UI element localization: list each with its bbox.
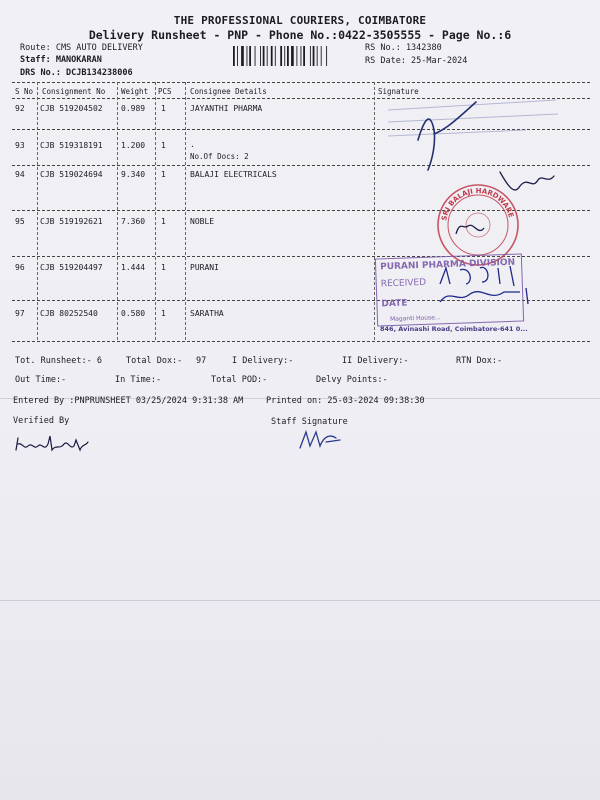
barcode-bar bbox=[280, 46, 282, 66]
col-header-pcs: PCS bbox=[158, 87, 172, 96]
rs-date: RS Date: 25-Mar-2024 bbox=[365, 56, 468, 66]
total-pod: Total POD:- bbox=[211, 375, 268, 385]
row-pcs: 1 bbox=[161, 170, 166, 179]
row-note: No.Of Docs: 2 bbox=[190, 152, 249, 161]
total-dox-value: 97 bbox=[196, 356, 207, 366]
row-weight: 9.340 bbox=[121, 170, 146, 179]
row-consignee: JAYANTHI PHARMA bbox=[190, 104, 263, 113]
barcode-bar bbox=[233, 46, 235, 66]
row-consignee: PURANI bbox=[190, 263, 219, 272]
row-consignment: CJB 519318191 bbox=[40, 141, 103, 150]
row-weight: 0.989 bbox=[121, 104, 146, 113]
col-header-weight: Weight bbox=[121, 87, 149, 96]
barcode-bar bbox=[317, 46, 318, 66]
barcode-bar bbox=[321, 46, 322, 66]
col-header-consignee: Consignee Details bbox=[190, 87, 267, 96]
rtn-dox: RTN Dox:- bbox=[456, 356, 503, 366]
route-label: Route: CMS AUTO DELIVERY bbox=[20, 43, 143, 53]
barcode-bar bbox=[275, 46, 276, 66]
row-weight: 1.444 bbox=[121, 263, 146, 272]
barcode-bar bbox=[237, 46, 238, 66]
barcode-bar bbox=[310, 46, 311, 66]
barcode-bar bbox=[326, 46, 327, 66]
row-sno: 95 bbox=[15, 217, 25, 226]
balaji-stamp-text: SRI BALAJI HARDWARE bbox=[440, 186, 516, 222]
col-header-sno: S No bbox=[15, 87, 34, 96]
ii-delivery: II Delivery:- bbox=[342, 356, 409, 366]
row-consignee: SARATHA bbox=[190, 309, 224, 318]
column-divider bbox=[374, 82, 375, 340]
barcode-bar bbox=[284, 46, 285, 66]
table-bottom-border bbox=[12, 341, 590, 342]
verifier-signature bbox=[14, 432, 94, 458]
staff-signature bbox=[296, 426, 346, 456]
barcode-bar bbox=[267, 46, 268, 66]
total-dox-label: Total Dox:- bbox=[126, 356, 183, 366]
barcode-bar bbox=[263, 46, 265, 66]
row-sno: 94 bbox=[15, 170, 25, 179]
row-consignment: CJB 80252540 bbox=[40, 309, 98, 318]
verified-by-label: Verified By bbox=[13, 416, 70, 426]
barcode-bar bbox=[271, 46, 273, 66]
row-consignee: . bbox=[190, 140, 195, 149]
row-weight: 1.200 bbox=[121, 141, 146, 150]
delivery-points: Delvy Points:- bbox=[316, 375, 388, 385]
row-sno: 93 bbox=[15, 141, 25, 150]
purani-handwriting bbox=[430, 258, 560, 308]
fold-line bbox=[0, 600, 600, 601]
row-consignment: CJB 519192621 bbox=[40, 217, 103, 226]
i-delivery: I Delivery:- bbox=[232, 356, 294, 366]
barcode-bar bbox=[301, 46, 302, 66]
col-header-consignment: Consignment No bbox=[42, 87, 106, 96]
row-consignment: CJB 519204502 bbox=[40, 104, 103, 113]
drs-number: DRS No.: DCJB134238006 bbox=[20, 68, 133, 78]
row-sno: 96 bbox=[15, 263, 25, 272]
row-consignee: BALAJI ELECTRICALS bbox=[190, 170, 277, 179]
row-consignment: CJB 519024694 bbox=[40, 170, 103, 179]
col-header-signature: Signature bbox=[378, 87, 419, 96]
company-title: THE PROFESSIONAL COURIERS, COIMBATORE bbox=[173, 14, 427, 27]
barcode-bar bbox=[255, 46, 256, 66]
purani-stamp-address1: Maganti House... bbox=[389, 314, 441, 323]
row-sno: 92 bbox=[15, 104, 25, 113]
row-weight: 7.360 bbox=[121, 217, 146, 226]
purani-stamp-address2: 846, Avinashi Road, Coimbatore-641 0... bbox=[380, 325, 528, 333]
staff-label: Staff: MANOKARAN bbox=[20, 55, 102, 65]
row-pcs: 1 bbox=[161, 217, 166, 226]
row-weight: 0.580 bbox=[121, 309, 146, 318]
row-consignee: NOBLE bbox=[190, 217, 215, 226]
row-consignment: CJB 519204497 bbox=[40, 263, 103, 272]
printed-on: Printed on: 25-03-2024 09:38:30 bbox=[266, 396, 425, 406]
row-pcs: 1 bbox=[161, 141, 166, 150]
entered-by: Entered By :PNPRUNSHEET 03/25/2024 9:31:38 AM bbox=[13, 396, 244, 406]
column-divider bbox=[117, 82, 118, 340]
barcode-bar bbox=[249, 46, 251, 66]
row-pcs: 1 bbox=[161, 309, 166, 318]
row-pcs: 1 bbox=[161, 263, 166, 272]
barcode-bar bbox=[287, 46, 289, 66]
barcode-bar bbox=[296, 46, 297, 66]
rs-number: RS No.: 1342380 bbox=[365, 43, 442, 53]
purani-stamp-title: PURANI PHARMA DIVISION bbox=[379, 257, 516, 273]
purani-stamp-date: DATE bbox=[381, 298, 408, 310]
barcode-bar bbox=[313, 46, 315, 66]
total-runsheet: Tot. Runsheet:- 6 bbox=[15, 356, 102, 366]
barcode-bar bbox=[303, 46, 305, 66]
runsheet-subtitle: Delivery Runsheet - PNP - Phone No.:0422-3505555 - Page No.:6 bbox=[88, 28, 512, 42]
barcode-bar bbox=[247, 46, 248, 66]
row-sno: 97 bbox=[15, 309, 25, 318]
column-divider bbox=[37, 82, 38, 340]
balaji-signature bbox=[420, 150, 570, 250]
purani-stamp-received: RECEIVED bbox=[380, 277, 427, 290]
column-divider bbox=[185, 82, 186, 340]
barcode-bar bbox=[291, 46, 294, 66]
barcode-bar bbox=[241, 46, 244, 66]
barcode-bar bbox=[260, 46, 261, 66]
in-time: In Time:- bbox=[115, 375, 162, 385]
row-pcs: 1 bbox=[161, 104, 166, 113]
out-time: Out Time:- bbox=[15, 375, 67, 385]
barcode-icon bbox=[233, 46, 358, 66]
column-divider bbox=[155, 82, 156, 340]
table-top-border bbox=[12, 82, 590, 83]
staff-signature-label: Staff Signature bbox=[271, 417, 348, 427]
